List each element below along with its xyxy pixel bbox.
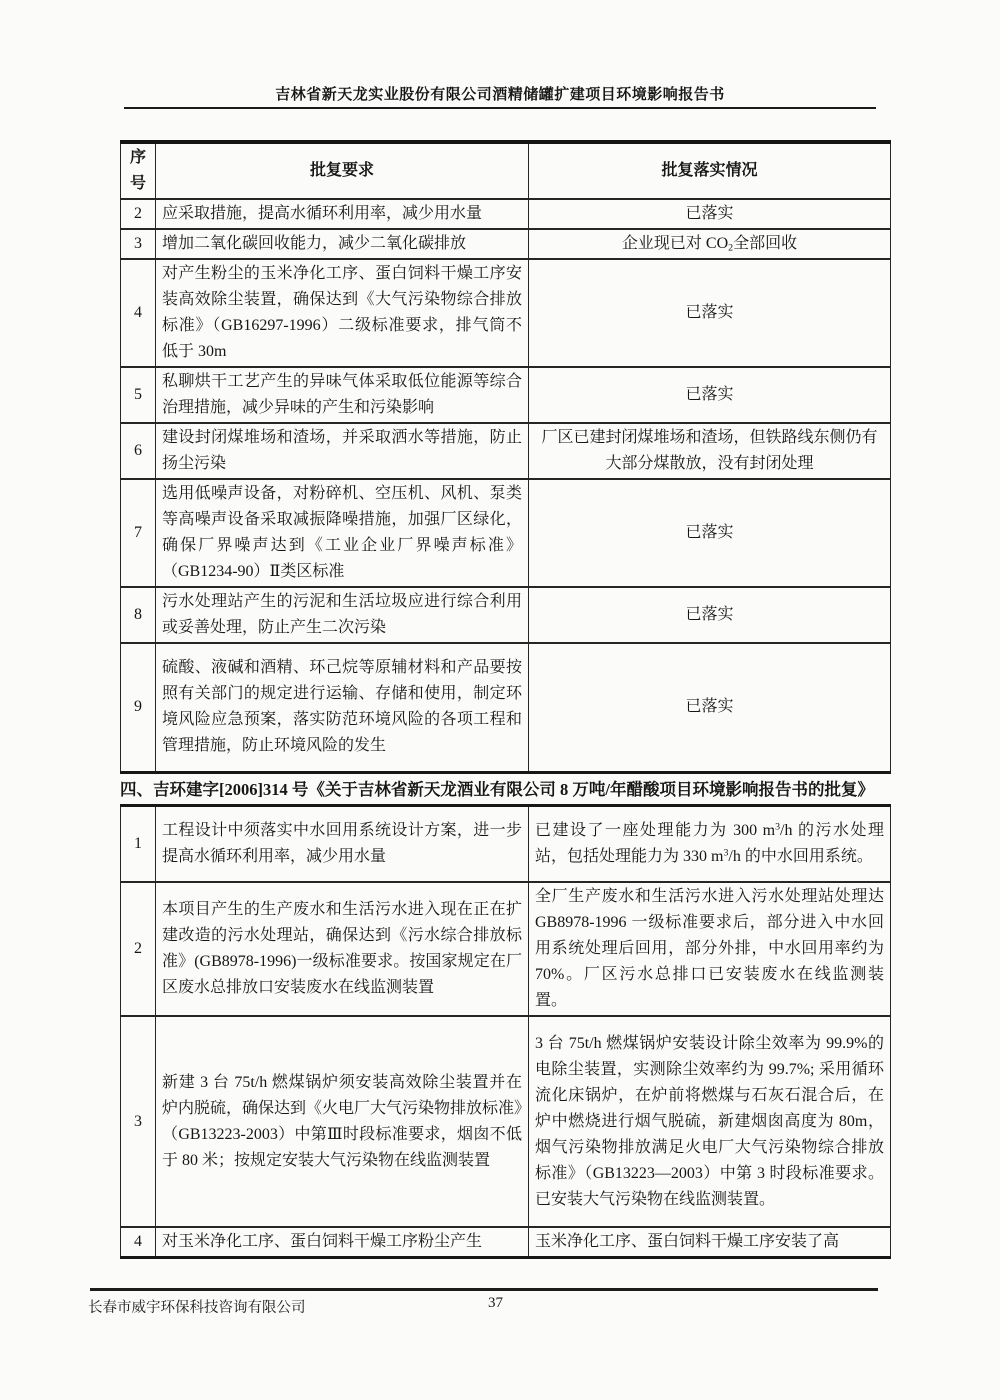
requirement-cell: 本项目产生的生产废水和生活污水进入现在正在扩建改造的污水处理站，确保达到《污水综合排放标准》(GB8978-1996)一级标准要求。按国家规定在厂区废水总排放口安装废水在线监测装置 [156,882,529,1016]
row-number-cell: 2 [121,882,156,1016]
requirement-cell: 选用低噪声设备，对粉碎机、空压机、风机、泵类等高噪声设备采取减振降噪措施，加强厂区绿化，确保厂界噪声达到《工业企业厂界噪声标准》（GB1234-90）Ⅱ类区标准 [156,479,529,587]
implementation-cell: 玉米净化工序、蛋白饲料干燥工序安装了高 [529,1227,891,1258]
row-number-cell: 3 [121,229,156,259]
table-row [121,229,891,259]
requirement-cell: 应采取措施，提高水循环利用率，减少用水量 [156,199,529,229]
table-row [121,423,891,479]
implementation-cell: 企业现已对 $CO_2$全部回收 [529,229,891,259]
implementation-cell: 已建设了一座处理能力为 300 $m^3/h$ 的污水处理站，包括处理能力为 330 $m^3/h$ 的中水回用系统。 [529,805,891,882]
row-number-cell: 4 [121,259,156,367]
row-number-cell: 8 [121,587,156,643]
table-header-row [121,142,891,199]
table-row [121,643,891,772]
row-number-cell: 7 [121,479,156,587]
row-number-cell: 4 [121,1227,156,1258]
requirement-cell: 增加二氧化碳回收能力，减少二氧化碳排放 [156,229,529,259]
requirement-cell: 对玉米净化工序、蛋白饲料干燥工序粉尘产生 [156,1227,529,1258]
row-number-cell: 1 [121,805,156,882]
implementation-cell: 已落实 [529,479,891,587]
table-row [121,805,891,882]
implementation-cell: 全厂生产废水和生活污水进入污水处理站处理达 GB8978-1996 一级标准要求后，部分进入中水回用系统处理后回用，部分外排，中水回用率约为 70%。厂区污水总排口已安装废水在线监测装置。 [529,882,891,1016]
approval-table-1 [120,140,891,774]
implementation-cell: 厂区已建封闭煤堆场和渣场，但铁路线东侧仍有大部分煤散放，没有封闭处理 [529,423,891,479]
implementation-cell: 已落实 [529,199,891,229]
table-row [121,259,891,367]
requirement-cell: 私聊烘干工艺产生的异味气体采取低位能源等综合治理措施，减少异味的产生和污染影响 [156,367,529,423]
page-number: 37 [488,1295,503,1311]
table-row [121,1016,891,1227]
header-cell-requirement: 批复要求 [156,142,529,199]
implementation-cell: 已落实 [529,587,891,643]
table-row [121,1227,891,1258]
footer-company: 长春市威宇环保科技咨询有限公司 [88,1300,306,1316]
row-number-cell: 9 [121,643,156,772]
page-header-title: 吉林省新天龙实业股份有限公司酒精储罐扩建项目环境影响报告书 [275,87,725,103]
requirement-cell: 污水处理站产生的污泥和生活垃圾应进行综合利用或妥善处理，防止产生二次污染 [156,587,529,643]
implementation-cell: 已落实 [529,643,891,772]
row-number-cell: 3 [121,1016,156,1227]
table-row [121,199,891,229]
footer-rule [90,1288,878,1291]
page-content [120,140,890,1259]
section-heading: 四、吉环建字[2006]314 号《关于吉林省新天龙酒业有限公司 8 万吨/年醋酸项目环境影响报告书的批复》 [120,779,874,799]
table-row [121,882,891,1016]
header-rule [124,107,876,109]
row-number-cell: 6 [121,423,156,479]
header-cell-implementation: 批复落实情况 [529,142,891,199]
approval-table-2 [120,804,891,1260]
header-label-no: 序号 [129,149,146,192]
requirement-cell: 新建 3 台 75t/h 燃煤锅炉须安装高效除尘装置并在炉内脱硫，确保达到《火电厂大气污染物排放标准》（GB13223-2003）中第Ⅲ时段标准要求，烟囱不低于 80 米；按规定安装大气污染物在线监测装置 [156,1016,529,1227]
table-row [121,587,891,643]
row-number-cell: 5 [121,367,156,423]
table-row [121,367,891,423]
requirement-cell: 建设封闭煤堆场和渣场，并采取洒水等措施，防止扬尘污染 [156,423,529,479]
implementation-cell: 已落实 [529,367,891,423]
header-cell-no [121,142,156,199]
implementation-cell: 3 台 75t/h 燃煤锅炉安装设计除尘效率为 99.9%的电除尘装置，实测除尘效率约为 99.7%; 采用循环流化床锅炉，在炉前将燃煤与石灰石混合后，在炉中燃烧进行烟气脱硫，新建烟囱高度为 80m，烟气污染物排放满足火电厂大气污染物综合排放标准》（GB13223—2003）中第 3 时段标准要求。已安装大气污染物在线监测装置。 [529,1016,891,1227]
requirement-cell: 硫酸、液碱和酒精、环己烷等原辅材料和产品要按照有关部门的规定进行运输、存储和使用，制定环境风险应急预案，落实防范环境风险的各项工程和管理措施，防止环境风险的发生 [156,643,529,772]
requirement-cell: 工程设计中须落实中水回用系统设计方案，进一步提高水循环利用率，减少用水量 [156,805,529,882]
row-number-cell: 2 [121,199,156,229]
implementation-cell: 已落实 [529,259,891,367]
requirement-cell: 对产生粉尘的玉米净化工序、蛋白饲料干燥工序安装高效除尘装置，确保达到《大气污染物综合排放标准》（GB16297-1996）二级标准要求，排气筒不低于 30m [156,259,529,367]
table-row [121,479,891,587]
